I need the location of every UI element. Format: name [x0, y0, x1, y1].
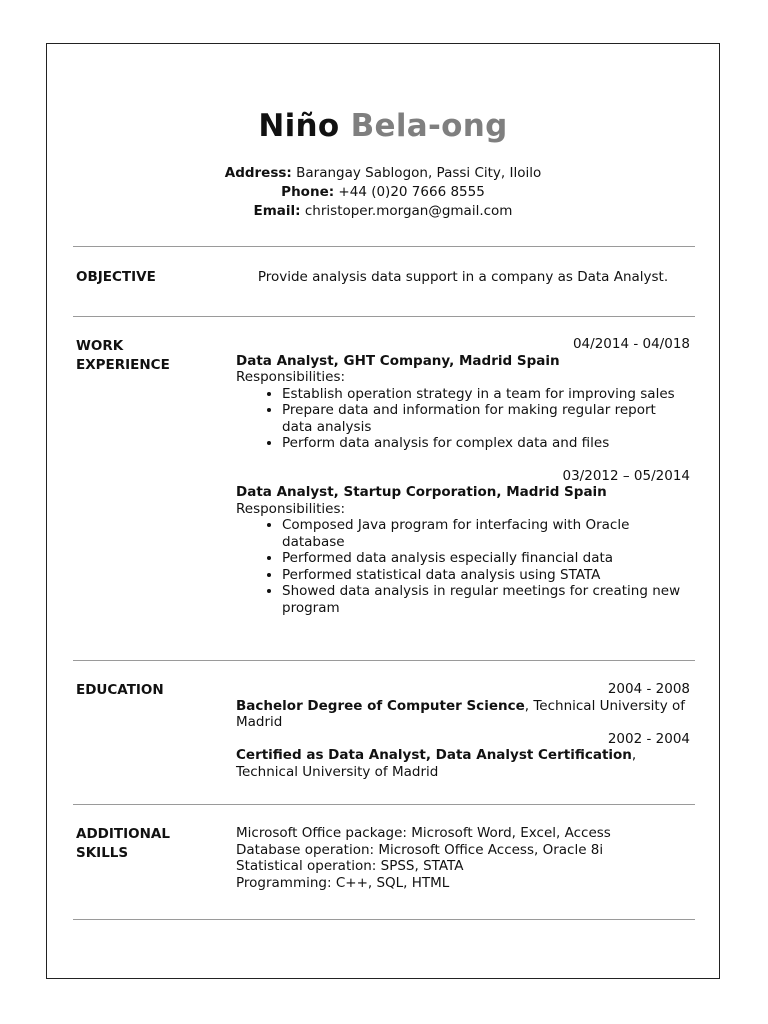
degree: Bachelor Degree of Computer Science — [236, 697, 525, 714]
address-label: Address: — [224, 165, 292, 181]
list-item: • Establish operation strategy in a team for improving sales — [282, 386, 690, 403]
responsibilities-label: Responsibilities: — [236, 500, 346, 517]
divider — [73, 919, 695, 920]
email-label: Email: — [253, 203, 301, 219]
address-value: Barangay Sablogon, Passi City, Iloilo — [296, 165, 542, 181]
work-label-line2: EXPERIENCE — [76, 357, 170, 373]
last-name: Bela-ong — [350, 108, 508, 144]
divider — [73, 316, 695, 317]
education-entry — [236, 698, 690, 731]
school: , Technical University of Madrid — [236, 697, 686, 730]
job-dates: 03/2012 – 05/2014 — [562, 467, 690, 484]
job-title: Data Analyst, GHT Company, Madrid Spain — [236, 352, 560, 369]
school: , Technical University of Madrid — [236, 747, 637, 780]
email-line — [47, 202, 719, 221]
responsibilities-label: Responsibilities: — [236, 369, 346, 385]
education-dates: 2004 - 2008 — [607, 681, 690, 697]
skills-label-line2: SKILLS — [76, 845, 129, 861]
degree: Certified as Data Analyst, Data Analyst Certification — [236, 747, 632, 763]
skill-line: Programming: C++, SQL, HTML — [236, 874, 450, 891]
education-dates: 2002 - 2004 — [607, 730, 690, 747]
skills-label — [76, 825, 170, 863]
phone-label: Phone: — [281, 184, 335, 200]
divider — [73, 246, 695, 247]
list-item: • Composed Java program for interfacing with Oracle database — [282, 517, 690, 550]
list-item: • Showed data analysis in regular meetings for creating new program — [282, 583, 690, 616]
work-label-line1: WORK — [76, 338, 124, 354]
contact-block — [47, 164, 719, 221]
job-dates: 04/2014 - 04/018 — [572, 336, 690, 352]
resume-page — [46, 43, 720, 979]
list-item: • Prepare data and information for making regular report data analysis — [282, 402, 690, 435]
list-item: • Perform data analysis for complex data and files — [282, 435, 690, 452]
skills-label-line1: ADDITIONAL — [76, 826, 170, 842]
education-label: EDUCATION — [76, 682, 164, 698]
education-content — [236, 681, 690, 780]
phone-value: +44 (0)20 7666 8555 — [338, 184, 485, 200]
job-title: Data Analyst, Startup Corporation, Madrid Spain — [236, 484, 607, 500]
list-item: • Performed statistical data analysis using STATA — [282, 567, 690, 584]
phone-line — [47, 183, 719, 202]
skill-line: Microsoft Office package: Microsoft Word, Excel, Access — [236, 825, 611, 841]
divider — [73, 660, 695, 661]
responsibilities-list — [236, 386, 690, 452]
skills-content — [236, 825, 690, 891]
address-line — [47, 164, 719, 183]
divider — [73, 804, 695, 805]
objective-label: OBJECTIVE — [76, 269, 156, 285]
objective-text: Provide analysis data support in a company as Data Analyst. — [257, 269, 669, 285]
skill-line: Statistical operation: SPSS, STATA — [236, 858, 464, 874]
education-entry — [236, 747, 690, 780]
email-value: christoper.morgan@gmail.com — [304, 203, 513, 219]
skill-line: Database operation: Microsoft Office Access, Oracle 8i — [236, 841, 604, 858]
candidate-name — [47, 108, 719, 144]
responsibilities-list — [236, 517, 690, 616]
first-name: Niño — [258, 108, 340, 144]
list-item: • Performed data analysis especially financial data — [282, 550, 690, 567]
work-label — [76, 337, 170, 375]
work-content — [236, 336, 690, 616]
